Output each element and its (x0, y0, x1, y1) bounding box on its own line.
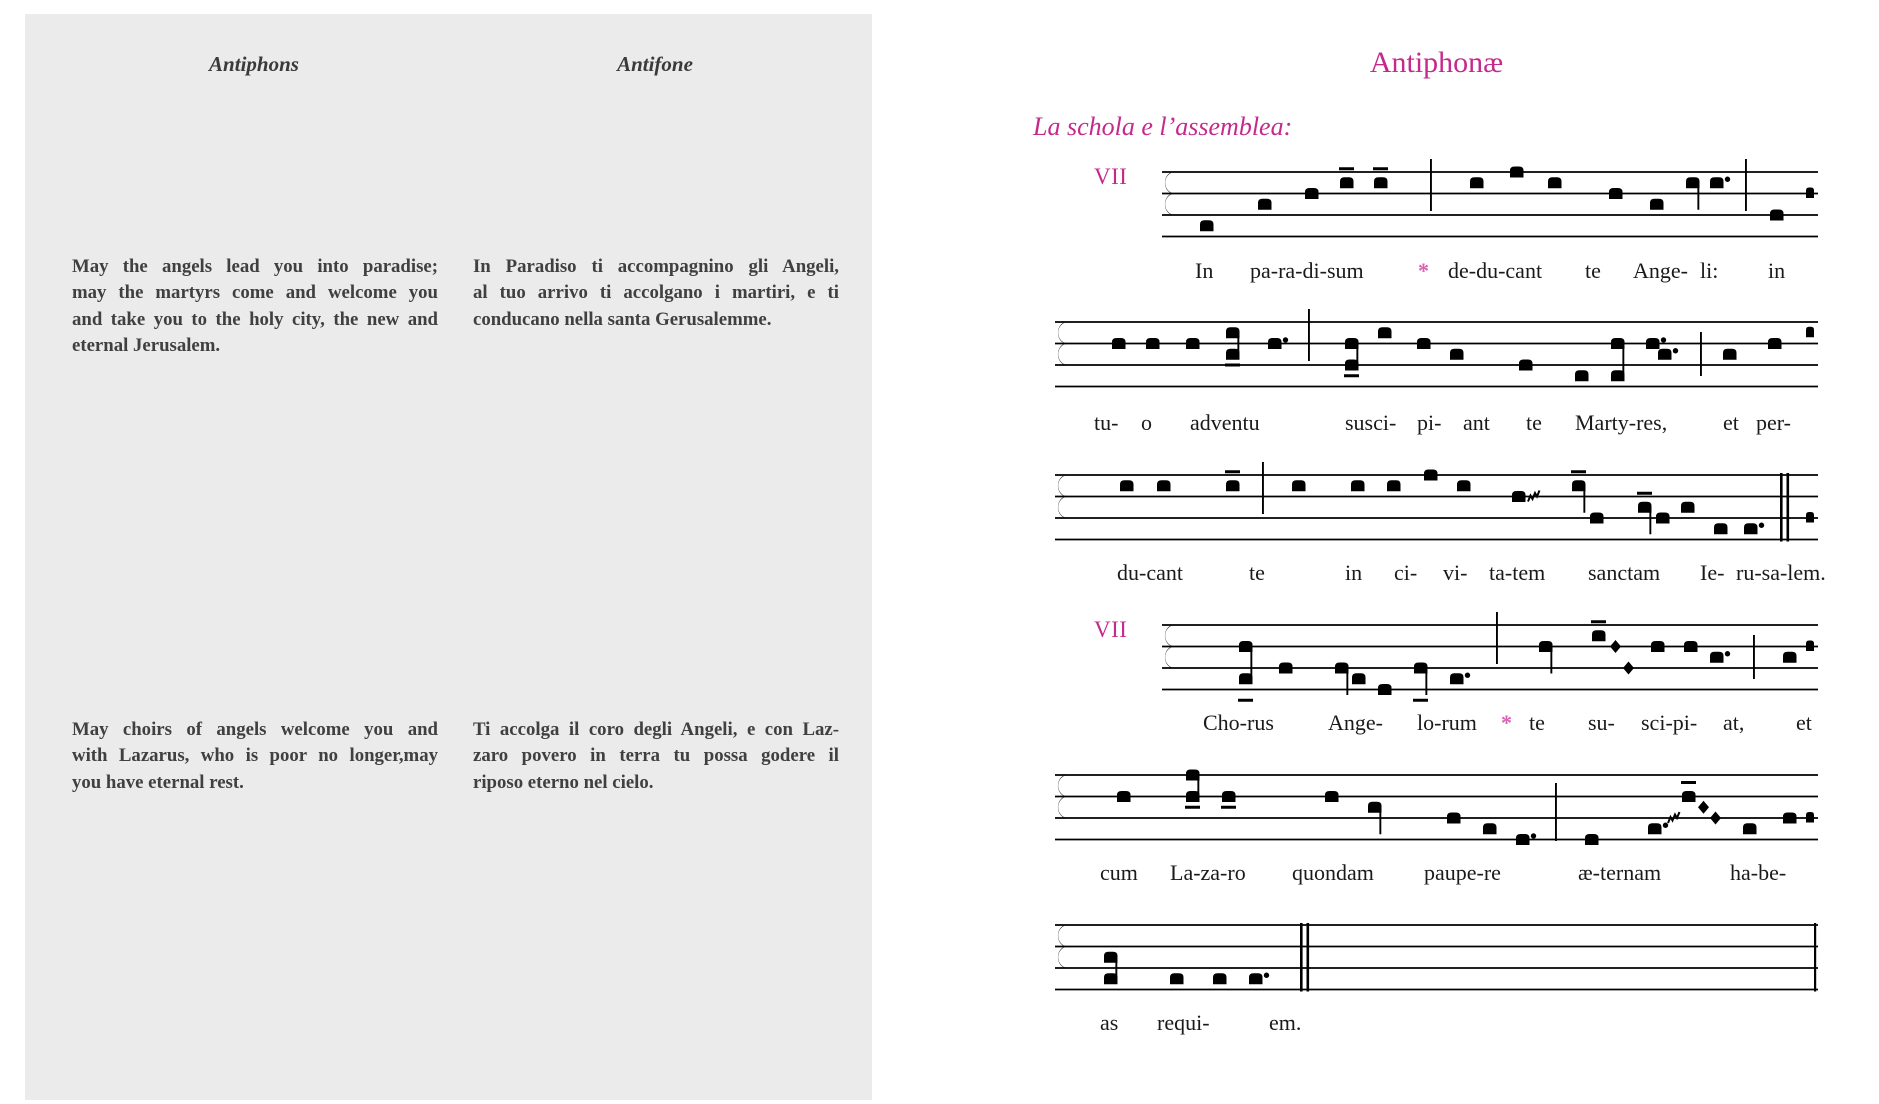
virga-stem (1346, 668, 1348, 695)
podatus-stem (1250, 647, 1252, 684)
punctum-note (1249, 973, 1263, 984)
episema-mark (1238, 699, 1253, 702)
lyric-syllable: o (1141, 410, 1152, 435)
punctum-note (1226, 480, 1240, 491)
virga-stem (1425, 668, 1427, 695)
lyric-syllable: ant (1463, 410, 1490, 435)
lyric-syllable: tu- (1094, 410, 1119, 435)
lyric-syllable: ha-be- (1730, 860, 1787, 885)
lyric-syllable: in (1345, 560, 1363, 585)
podatus-stem (1237, 333, 1239, 360)
augmentation-dot (1673, 348, 1678, 353)
punctum-note (1651, 641, 1665, 652)
augmentation-dot (1283, 337, 1288, 342)
lyric-syllable: Ange- (1633, 258, 1688, 283)
virga-stem (1697, 183, 1699, 210)
half-bar (1753, 635, 1755, 679)
lyric-syllable: æ-ternam (1578, 860, 1662, 885)
punctum-note (1519, 360, 1533, 371)
punctum-note (1146, 338, 1160, 349)
do-clef (1165, 647, 1173, 668)
double-bar (1307, 923, 1310, 992)
punctum-note (1650, 199, 1664, 210)
punctum-note (1268, 338, 1282, 349)
lyric-syllable: du-cant (1117, 560, 1183, 585)
punctum-note (1213, 973, 1227, 984)
punctum-note (1770, 210, 1784, 221)
punctum-note (1609, 188, 1623, 199)
lyric-syllable: Marty-res, (1575, 410, 1668, 435)
double-bar (1787, 473, 1790, 542)
lyric-syllable: Ie- (1700, 560, 1725, 585)
lyric-syllable: In (1195, 258, 1214, 283)
quilisma-note (1668, 812, 1680, 823)
translation-line: and take you to the holy city, the new and (72, 308, 438, 330)
lyric-syllable: lo-rum (1417, 710, 1477, 735)
episema-mark (1681, 781, 1696, 784)
punctum-note (1325, 791, 1339, 802)
double-bar (1780, 473, 1783, 542)
end-bar (1814, 923, 1816, 992)
punctum-note (1684, 641, 1698, 652)
lyric-syllable: as (1100, 1010, 1119, 1035)
punctum-note (1783, 652, 1797, 663)
asterisk-mark: * (1501, 710, 1512, 735)
augmentation-dot (1663, 823, 1668, 828)
episema-mark (1339, 167, 1354, 170)
punctum-note (1548, 177, 1562, 188)
translation-line: with Lazarus, who is poor no longer,may (72, 745, 438, 767)
episema-mark (1571, 470, 1586, 473)
punctum-note (1450, 349, 1464, 360)
rubric-la-schola: La schola e l’assemblea: (1033, 112, 1293, 141)
quarter-bar (1496, 612, 1498, 664)
punctum-note (1682, 791, 1696, 802)
do-clef (1058, 322, 1066, 343)
virga-stem (1583, 486, 1585, 513)
punctum-note (1378, 327, 1392, 338)
lyric-syllable: sci-pi- (1641, 710, 1698, 735)
translation-line: zaro povero in terra tu possa godere il (473, 745, 839, 767)
quarter-bar (1262, 462, 1264, 514)
diamond-note (1698, 801, 1709, 814)
episema-mark (1413, 699, 1428, 702)
punctum-note (1743, 823, 1757, 834)
punctum-note (1447, 813, 1461, 824)
double-bar (1300, 923, 1303, 992)
diamond-note (1610, 640, 1621, 653)
translation-line: conducano nella santa Gerusalemme. (473, 308, 772, 330)
translation-line: Ti accolga il coro degli Angeli, e con Laz- (473, 719, 839, 740)
punctum-note (1417, 338, 1431, 349)
punctum-note (1575, 370, 1589, 381)
translation-line: riposo eterno nel cielo. (473, 771, 654, 793)
lyric-syllable: adventu (1190, 410, 1260, 435)
punctum-note (1483, 823, 1497, 834)
lyric-syllable: Cho-rus (1203, 710, 1274, 735)
lyric-syllable: te (1526, 410, 1542, 435)
punctum-note (1200, 220, 1214, 231)
do-clef (1058, 797, 1066, 818)
column-header-italian: Antifone (617, 52, 693, 76)
lyric-syllable: cum (1100, 860, 1138, 885)
virga-stem (1379, 807, 1381, 834)
do-clef (1058, 925, 1066, 946)
podatus-stem (1356, 344, 1358, 371)
lyric-syllable: te (1585, 258, 1601, 283)
do-clef (1058, 344, 1066, 365)
quarter-bar (1308, 309, 1310, 361)
punctum-note (1352, 673, 1366, 684)
punctum-note (1457, 480, 1471, 491)
punctum-note (1470, 177, 1484, 188)
punctum-note (1658, 349, 1672, 360)
custos-mark (1806, 512, 1814, 523)
diamond-note (1710, 812, 1721, 825)
custos-mark (1806, 188, 1814, 199)
punctum-note (1305, 188, 1319, 199)
lyric-syllable: pa-ra-di-sum (1250, 258, 1364, 283)
punctum-note (1516, 834, 1530, 845)
punctum-note (1592, 630, 1606, 641)
episema-mark (1344, 374, 1359, 377)
augmentation-dot (1264, 973, 1269, 978)
lyric-syllable: at, (1723, 710, 1745, 735)
punctum-note (1710, 177, 1724, 188)
episema-mark (1637, 492, 1652, 495)
episema-mark (1373, 167, 1388, 170)
lyric-syllable: in (1768, 258, 1786, 283)
mode-label-vii: VII (1094, 617, 1128, 642)
translation-line: al tuo arrivo ti accolgano i martiri, e ti (473, 282, 839, 304)
virga-stem (1649, 507, 1651, 534)
page-title: Antiphonæ (1369, 46, 1504, 79)
lyric-syllable: sanctam (1588, 560, 1661, 585)
do-clef (1058, 775, 1066, 796)
punctum-note (1374, 177, 1388, 188)
do-clef (1165, 625, 1173, 646)
do-clef (1058, 947, 1066, 968)
punctum-note (1340, 177, 1354, 188)
half-bar (1700, 332, 1702, 376)
lyric-syllable: Ange- (1328, 710, 1383, 735)
lyric-syllable: pi- (1417, 410, 1442, 435)
translation-line: May choirs of angels welcome you and (72, 719, 438, 740)
lyric-syllable: paupe-re (1424, 860, 1501, 885)
lyric-syllable: li: (1700, 258, 1719, 283)
episema-mark (1185, 806, 1200, 809)
punctum-note (1157, 480, 1171, 491)
translation-line: may the martyrs come and welcome you (72, 282, 438, 304)
quilisma-note (1528, 491, 1540, 502)
mode-label-vii: VII (1094, 164, 1128, 189)
lyric-syllable: La-za-ro (1170, 860, 1246, 885)
quarter-bar (1430, 159, 1432, 211)
punctum-note (1112, 338, 1126, 349)
punctum-note (1744, 523, 1758, 534)
episema-mark (1225, 364, 1240, 367)
punctum-note (1120, 480, 1134, 491)
augmentation-dot (1725, 177, 1730, 182)
punctum-note (1648, 823, 1662, 834)
lyric-syllable: su- (1588, 710, 1615, 735)
augmentation-dot (1725, 651, 1730, 656)
punctum-note (1585, 834, 1599, 845)
translation-line: you have eternal rest. (72, 771, 244, 793)
translation-line: eternal Jerusalem. (72, 335, 221, 357)
podatus-stem (1197, 775, 1199, 802)
punctum-note (1378, 684, 1392, 695)
custos-mark (1806, 812, 1814, 823)
diamond-note (1623, 662, 1634, 675)
episema-mark (1225, 470, 1240, 473)
punctum-note (1512, 491, 1526, 502)
punctum-note (1723, 349, 1737, 360)
punctum-note (1424, 470, 1438, 481)
punctum-note (1186, 338, 1200, 349)
punctum-note (1387, 480, 1401, 491)
lyric-syllable: ta-tem (1489, 560, 1546, 585)
lyric-syllable: de-du-cant (1448, 258, 1543, 283)
do-clef (1058, 497, 1066, 518)
episema-mark (1221, 806, 1236, 809)
punctum-note (1351, 480, 1365, 491)
asterisk-mark: * (1418, 258, 1429, 283)
quarter-bar (1745, 159, 1747, 211)
punctum-note (1768, 338, 1782, 349)
episema-mark (1591, 620, 1606, 623)
translation-line: In Paradiso ti accompagnino gli Angeli, (473, 256, 839, 277)
translation-line: May the angels lead you into paradise; (72, 256, 438, 277)
lyric-syllable: per- (1756, 410, 1791, 435)
column-header-english: Antiphons (209, 52, 299, 76)
lyric-syllable: em. (1269, 1010, 1302, 1035)
augmentation-dot (1661, 337, 1666, 342)
punctum-note (1279, 663, 1293, 674)
punctum-note (1258, 199, 1272, 210)
punctum-note (1170, 973, 1184, 984)
augmentation-dot (1531, 833, 1536, 838)
augmentation-dot (1465, 673, 1470, 678)
punctum-note (1710, 652, 1724, 663)
punctum-note (1222, 791, 1236, 802)
punctum-note (1590, 513, 1604, 524)
lyric-syllable: et (1796, 710, 1812, 735)
lyric-syllable: susci- (1345, 410, 1397, 435)
punctum-note (1510, 167, 1524, 178)
augmentation-dot (1759, 523, 1764, 528)
punctum-note (1450, 673, 1464, 684)
lyric-syllable: ci- (1394, 560, 1418, 585)
lyric-syllable: vi- (1443, 560, 1468, 585)
do-clef (1165, 172, 1173, 193)
punctum-note (1646, 338, 1660, 349)
punctum-note (1292, 480, 1306, 491)
punctum-note (1656, 513, 1670, 524)
half-bar (1555, 783, 1557, 841)
lyric-syllable: ru-sa-lem. (1736, 560, 1826, 585)
lyric-syllable: quondam (1292, 860, 1374, 885)
virga-stem (1550, 647, 1552, 674)
punctum-note (1681, 502, 1695, 513)
lyric-syllable: te (1529, 710, 1545, 735)
lyric-syllable: et (1723, 410, 1739, 435)
podatus-stem (1622, 344, 1624, 381)
punctum-note (1783, 813, 1797, 824)
custos-mark (1806, 327, 1814, 338)
punctum-note (1714, 523, 1728, 534)
lyric-syllable: te (1249, 560, 1265, 585)
do-clef (1058, 475, 1066, 496)
lyric-syllable: requi- (1157, 1010, 1210, 1035)
podatus-stem (1115, 957, 1117, 984)
do-clef (1165, 194, 1173, 215)
custos-mark (1806, 641, 1814, 652)
punctum-note (1117, 791, 1131, 802)
